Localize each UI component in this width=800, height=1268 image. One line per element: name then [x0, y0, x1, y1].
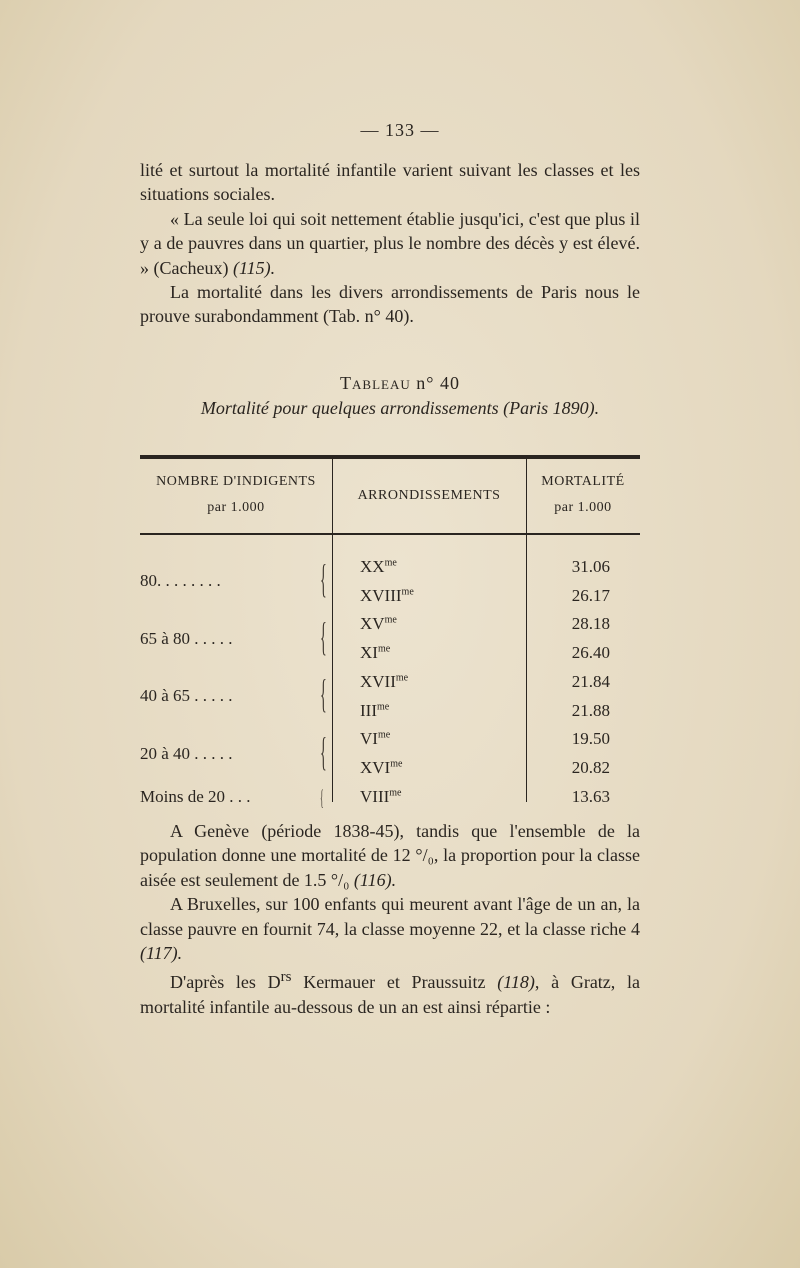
header-mortalite-line1: MORTALITÉ [541, 474, 625, 489]
arrondissement-suffix: me [376, 700, 390, 712]
paragraph-5 [140, 892, 640, 965]
header-indigents [140, 469, 332, 521]
mortality-cell: 26.40 [571, 643, 610, 663]
brace-icon: { [320, 556, 327, 602]
paragraph-4 [140, 819, 640, 892]
indigent-label: 65 à 80 . . . . . [140, 628, 233, 648]
mortality-table [140, 455, 640, 810]
arrondissement-number: XV [360, 614, 385, 634]
arrondissement-suffix: me [390, 758, 403, 770]
paragraph-4-text: A Genève (période 1838-45), tandis que l'ensemble de la population donne une mortalité de 12 °/₀, la proportion pour la classe aisée est seulement de 1.5 °/₀ [140, 821, 640, 890]
arrondissement-cell [360, 557, 397, 577]
arrondissement-cell [360, 729, 390, 749]
mortality-cell: 20.82 [571, 757, 610, 777]
brace-icon: { [320, 728, 327, 774]
brace-icon: { [320, 613, 327, 659]
arrondissement-number: III [360, 700, 377, 720]
arrondissement-cell [360, 672, 408, 692]
table-subtitle: Mortalité pour quelques arrondissements (Paris 1890). [200, 398, 600, 418]
paragraph-2 [140, 207, 640, 280]
paragraph-6-text-a: D'après les D [170, 972, 281, 993]
indigent-label: 40 à 65 . . . . . [140, 686, 233, 706]
arrondissement-suffix: me [377, 729, 391, 741]
arrondissement-cell [360, 643, 390, 663]
arrondissement-suffix: me [377, 643, 391, 655]
paragraph-1: lité et surtout la mortalité infantile varient suivant les classes et les situations sociales. [140, 160, 640, 205]
reference-116: (116). [353, 869, 397, 890]
arrondissement-number: VI [360, 729, 378, 749]
paragraph-6-text-b: Kermauer et Praussuitz [291, 972, 498, 993]
header-mortalite [526, 469, 640, 521]
reference-115: (115). [232, 257, 276, 278]
column-divider-1 [332, 459, 333, 802]
indigent-label: 80. . . . . . . . [140, 571, 221, 591]
arrondissement-cell [360, 586, 414, 606]
reference-118: (118) [497, 972, 535, 993]
page-number: — 133 — [360, 120, 440, 140]
paragraph-5-text: A Bruxelles, sur 100 enfants qui meurent avant l'âge de un an, la classe pauvre en fournit 74, la classe moyenne 22, et la classe riche 4 [140, 894, 640, 939]
header-indigents-line2: par 1.000 [207, 500, 265, 515]
arrondissement-number: VIII [360, 786, 390, 806]
paragraph-2-text: « La seule loi qui soit nettement établie jusqu'ici, c'est que plus il y a de pauvres dans un quartier, plus le nombre des décès y est élevé. » (Cacheux) [140, 208, 640, 278]
arrondissement-cell [360, 787, 401, 807]
closing-text [140, 819, 640, 1019]
mortality-cell: 13.63 [571, 786, 610, 806]
table-title-number: n° 40 [410, 373, 460, 393]
arrondissement-suffix: me [395, 672, 409, 684]
table-top-rule [140, 455, 640, 459]
arrondissement-cell [360, 614, 397, 634]
header-mortalite-line2: par 1.000 [554, 500, 612, 515]
arrondissement-number: XI [360, 643, 378, 663]
table-title [0, 373, 800, 394]
arrondissement-number: XVI [360, 757, 391, 777]
indigent-label: Moins de 20 . . . [140, 786, 251, 806]
brace-icon: { [320, 784, 324, 810]
arrondissement-number: XVII [360, 671, 396, 691]
mortality-cell: 26.17 [571, 585, 610, 605]
brace-icon: { [320, 671, 327, 717]
arrondissement-cell [360, 701, 389, 721]
arrondissement-number: XVIII [360, 585, 402, 605]
arrondissement-cell [360, 758, 402, 778]
arrondissement-suffix: me [384, 614, 397, 626]
table-title-word: Tableau [340, 373, 411, 393]
paragraph-6 [140, 965, 640, 1019]
paragraph-6-sup: rs [280, 969, 292, 986]
mortality-cell: 31.06 [571, 557, 610, 576]
paragraph-6-text-c: , à Gratz, la mortalité infantile au-dessous de un an est ainsi répartie : [140, 972, 640, 1017]
arrondissement-suffix: me [389, 786, 402, 798]
intro-text [140, 158, 640, 329]
reference-117: (117). [140, 943, 183, 964]
mortality-cell: 28.18 [571, 614, 610, 634]
paragraph-3: La mortalité dans les divers arrondissements de Paris nous le prouve surabondamment (Tab. n° 40). [140, 282, 640, 327]
mortality-cell: 21.88 [571, 700, 610, 720]
mortality-cell: 19.50 [571, 729, 610, 749]
header-indigents-line1: NOMBRE D'INDIGENTS [156, 474, 316, 489]
mortality-cell: 21.84 [571, 671, 610, 691]
arrondissement-suffix: me [401, 586, 414, 598]
indigent-label: 20 à 40 . . . . . [140, 743, 233, 763]
table-header-rule [140, 533, 640, 535]
arrondissement-number: XX [360, 557, 385, 576]
arrondissement-suffix: me [384, 557, 397, 569]
header-arrondissements: ARRONDISSEMENTS [357, 488, 501, 503]
